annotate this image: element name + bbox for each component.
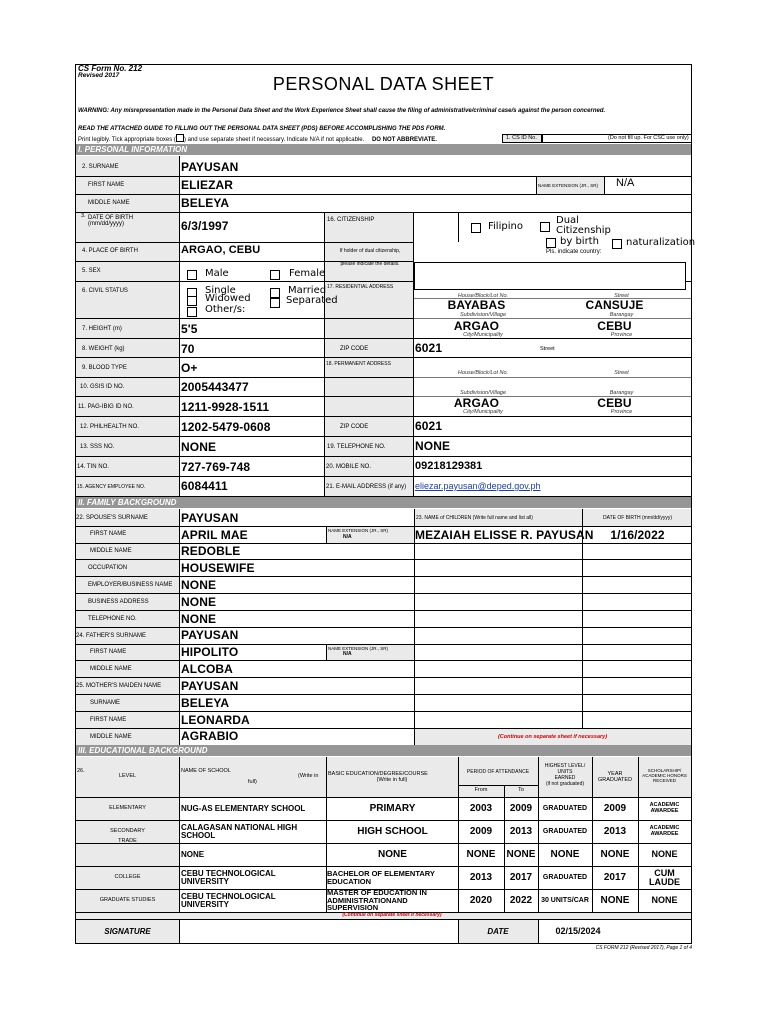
female-label: Female bbox=[289, 268, 326, 279]
edu-num: 26. bbox=[77, 768, 85, 774]
perm-zip-label: ZIP CODE bbox=[340, 424, 369, 430]
edu-year: NONE bbox=[600, 848, 630, 860]
edu-year: 2009 bbox=[603, 802, 627, 814]
res-brgy-label: Barangay bbox=[609, 312, 634, 318]
edu-to: 2017 bbox=[509, 871, 533, 883]
edu-from: NONE bbox=[466, 848, 496, 860]
perm-house-label: House/Block/Lot No. bbox=[457, 370, 509, 376]
print-note-2: ) and use separate sheet if necessary. Indicate N/A if not applicable. bbox=[183, 137, 365, 143]
height-value[interactable]: 5'5 bbox=[181, 322, 198, 336]
edu-to: NONE bbox=[506, 848, 536, 860]
edu-units-cell[interactable] bbox=[538, 843, 592, 866]
edu-to-cell[interactable] bbox=[504, 889, 538, 912]
naturalization-label: naturalization bbox=[626, 237, 696, 248]
middle-name-label: MIDDLE NAME bbox=[88, 200, 130, 206]
citizenship-label: 16. CITIZENSHIP bbox=[327, 217, 375, 223]
edu-units: GRADUATED bbox=[542, 805, 588, 812]
edu-from-cell[interactable] bbox=[458, 820, 504, 843]
tin-value[interactable]: 727-769-748 bbox=[181, 460, 251, 474]
spouse-tel-label: TELEPHONE NO. bbox=[88, 616, 137, 622]
edu-honors-cell[interactable] bbox=[638, 820, 691, 843]
biz-address-value[interactable]: NONE bbox=[181, 595, 217, 609]
section-educational-background: III. EDUCATIONAL BACKGROUND bbox=[76, 745, 691, 756]
first-name-value[interactable]: ELIEZAR bbox=[181, 178, 234, 192]
gsis-label: 10. GSIS ID NO. bbox=[80, 384, 125, 390]
edu-from-cell[interactable] bbox=[458, 797, 504, 820]
units-header-2: UNITS bbox=[557, 769, 573, 775]
single-label: Single bbox=[205, 285, 236, 296]
middle-name-value[interactable]: BELEYA bbox=[181, 196, 230, 210]
units-header-4: (if not graduated) bbox=[545, 781, 585, 787]
edu-units-cell[interactable] bbox=[538, 820, 592, 843]
sss-value[interactable]: NONE bbox=[181, 440, 217, 454]
widowed-label: Widowed bbox=[205, 293, 251, 304]
mother-middle-label: MIDDLE NAME bbox=[90, 734, 132, 740]
civil-status-label: 6. CIVIL STATUS bbox=[82, 288, 128, 294]
edu-honors: ACADEMIC AWARDEE bbox=[649, 802, 680, 814]
edu-from-cell[interactable] bbox=[458, 843, 504, 866]
by-birth-checkbox[interactable] bbox=[546, 238, 556, 248]
edu-course-cell[interactable] bbox=[327, 843, 458, 866]
edu-units-cell[interactable] bbox=[538, 889, 592, 912]
sex-label: 5. SEX bbox=[82, 268, 101, 274]
spouse-surname-label: 22. SPOUSE'S SURNAME bbox=[76, 515, 148, 521]
edu-level-cell bbox=[76, 866, 179, 889]
edu-to: 2022 bbox=[509, 894, 533, 906]
edu-to-cell[interactable] bbox=[504, 797, 538, 820]
married-label: Married bbox=[288, 285, 327, 296]
edu-level: COLLEGE bbox=[114, 873, 141, 880]
edu-from-cell[interactable] bbox=[458, 866, 504, 889]
edu-honors-cell[interactable] bbox=[638, 797, 691, 820]
form-revised: Revised 2017 bbox=[78, 72, 120, 79]
child-dob-value[interactable]: 1/16/2022 bbox=[610, 528, 665, 542]
edu-units: NONE bbox=[550, 848, 580, 860]
edu-school: CEBU TECHNOLOGICAL UNIVERSITY bbox=[181, 868, 276, 886]
perm-city-label: City/Municipality bbox=[463, 409, 503, 415]
pagibig-label: 11. PAG-IBIG ID NO. bbox=[78, 404, 134, 410]
employer-value[interactable]: NONE bbox=[181, 578, 217, 592]
civil-status-options bbox=[180, 283, 338, 317]
edu-school-cell[interactable] bbox=[181, 797, 325, 820]
father-middle-value[interactable]: ALCOBA bbox=[181, 662, 233, 676]
philhealth-value[interactable]: 1202-5479-0608 bbox=[181, 420, 271, 434]
print-note bbox=[78, 134, 437, 143]
spouse-ext-value[interactable]: N/A bbox=[343, 534, 352, 540]
page-title: PERSONAL DATA SHEET bbox=[272, 74, 495, 94]
perm-subd-label: Subdivision/Village bbox=[459, 390, 507, 396]
male-checkbox[interactable] bbox=[187, 270, 197, 280]
mobile-value[interactable]: 09218129381 bbox=[415, 460, 483, 472]
edu-to: 2013 bbox=[509, 825, 533, 837]
section-family-background: II. FAMILY BACKGROUND bbox=[76, 497, 691, 508]
female-checkbox[interactable] bbox=[270, 270, 280, 280]
family-row-divider bbox=[76, 593, 691, 594]
father-ext-label: NAME EXTENSION (JR., SR) bbox=[328, 646, 389, 651]
res-subd-label: Subdivision/Village bbox=[459, 312, 507, 318]
mother-surname-value[interactable]: BELEYA bbox=[181, 696, 230, 710]
family-row-divider bbox=[76, 610, 691, 611]
filipino-label: Filipino bbox=[488, 221, 523, 232]
family-row-divider bbox=[76, 677, 691, 678]
res-house-label: House/Block/Lot No. bbox=[457, 293, 509, 299]
spouse-ext-label: NAME EXTENSION (JR., SR) bbox=[328, 528, 389, 533]
edu-level: ELEMENTARY bbox=[109, 804, 146, 811]
cs-id-note: (Do not fill up. For CSC use only) bbox=[608, 135, 689, 141]
blood-type-value[interactable]: O+ bbox=[181, 361, 198, 375]
edu-honors: NONE bbox=[651, 849, 678, 859]
occupation-label: OCCUPATION bbox=[88, 565, 128, 571]
perm-addr-label: 18. PERMANENT ADDRESS bbox=[326, 361, 391, 367]
dob-label-format: (mm/dd/yyyy) bbox=[88, 221, 124, 227]
res-subdivision-value[interactable]: BAYABAS bbox=[447, 298, 506, 312]
spouse-middle-value[interactable]: REDOBLE bbox=[181, 544, 241, 558]
filipino-checkbox[interactable] bbox=[471, 223, 481, 233]
edu-units: 30 UNITS/CAR bbox=[541, 897, 589, 904]
edu-units-cell[interactable] bbox=[538, 866, 592, 889]
edu-from: 2013 bbox=[469, 871, 493, 883]
section-personal-info: I. PERSONAL INFORMATION bbox=[76, 144, 691, 155]
signature-field[interactable] bbox=[180, 920, 458, 943]
honors-header-3: RECEIVED bbox=[652, 778, 676, 783]
edu-school: NUG-AS ELEMENTARY SCHOOL bbox=[181, 803, 306, 813]
res-zip-value[interactable]: 6021 bbox=[415, 341, 443, 355]
dual-citizenship-label: Dual Citizenship bbox=[556, 215, 611, 236]
mother-middle-value[interactable]: AGRABIO bbox=[181, 729, 239, 743]
pagibig-value[interactable]: 1211-9928-1511 bbox=[181, 400, 270, 414]
warning-text: WARNING: Any misrepresentation made in the Personal Data Sheet and the Work Experience Sheet shall cause the filing of administrative/criminal case/s against the person concerned. bbox=[78, 108, 606, 114]
course-header-1: BASIC EDUCATION/DEGREE/COURSE bbox=[328, 771, 428, 777]
edu-year-cell[interactable] bbox=[592, 843, 638, 866]
mother-maiden-label: 25. MOTHER'S MAIDEN NAME bbox=[76, 683, 162, 689]
family-row-divider bbox=[76, 627, 691, 628]
child-name-value[interactable]: MEZAIAH ELISSE R. PAYUSAN bbox=[415, 528, 594, 542]
edu-units-cell[interactable] bbox=[538, 797, 592, 820]
father-first-label: FIRST NAME bbox=[90, 649, 127, 655]
male-label: Male bbox=[205, 268, 229, 279]
pob-value[interactable]: ARGAO, CEBU bbox=[181, 244, 261, 256]
family-row-divider bbox=[76, 694, 691, 695]
by-birth-label: by birth bbox=[560, 236, 599, 247]
pob-label: 4. PLACE OF BIRTH bbox=[82, 248, 138, 254]
edu-school-cell[interactable] bbox=[181, 866, 325, 889]
edu-to-cell[interactable] bbox=[504, 866, 538, 889]
family-row-divider bbox=[76, 644, 691, 645]
units-header-3: EARNED bbox=[554, 775, 576, 781]
employer-label: EMPLOYER/BUSINESS NAME bbox=[88, 582, 173, 588]
edu-continue-note: (Continue on separate sheet if necessary) bbox=[342, 912, 442, 918]
mother-surname-label: SURNAME bbox=[90, 700, 121, 706]
others-label: Other/s: bbox=[205, 304, 246, 315]
from-header: From bbox=[474, 787, 488, 793]
family-row-divider bbox=[76, 728, 691, 729]
widowed-checkbox[interactable] bbox=[187, 296, 197, 306]
first-name-label: FIRST NAME bbox=[88, 182, 125, 188]
dob-label: DATE OF BIRTH bbox=[88, 215, 134, 221]
telephone-value[interactable]: NONE bbox=[415, 439, 451, 453]
spouse-tel-value[interactable]: NONE bbox=[181, 612, 217, 626]
edu-from: 2009 bbox=[469, 825, 493, 837]
edu-to: 2009 bbox=[509, 802, 533, 814]
edu-to-cell[interactable] bbox=[504, 843, 538, 866]
family-row-divider bbox=[76, 576, 691, 577]
dual-note-2: please indicate the details. bbox=[340, 261, 400, 267]
edu-course: MASTER OF EDUCATION IN ADMINISTRATIONAND SUPERVISION bbox=[327, 888, 427, 913]
agency-no-value[interactable]: 6084411 bbox=[181, 479, 228, 493]
level-header: LEVEL bbox=[118, 773, 137, 779]
email-value[interactable]: eliezar.payusan@deped.gov.ph bbox=[415, 481, 541, 491]
family-row-divider bbox=[76, 543, 691, 544]
edu-school-cell[interactable] bbox=[181, 820, 325, 843]
edu-to-cell[interactable] bbox=[504, 820, 538, 843]
year-header-2: GRADUATED bbox=[597, 777, 633, 783]
tick-box-sample bbox=[176, 134, 184, 142]
res-city-value[interactable]: ARGAO bbox=[453, 319, 500, 333]
edu-units: GRADUATED bbox=[542, 874, 588, 881]
perm-brgy-label: Barangay bbox=[609, 390, 634, 396]
edu-year: 2013 bbox=[603, 825, 627, 837]
father-first-value[interactable]: HIPOLITO bbox=[181, 645, 239, 659]
married-checkbox[interactable] bbox=[270, 288, 280, 298]
name-ext-value[interactable]: N/A bbox=[616, 177, 635, 189]
res-barangay-value[interactable]: CANSUJE bbox=[585, 298, 644, 312]
res-addr-label: 17. RESIDENTIAL ADDRESS bbox=[327, 284, 394, 290]
mother-first-label: FIRST NAME bbox=[90, 717, 127, 723]
telephone-label: 19. TELEPHONE NO. bbox=[327, 444, 386, 450]
honors-header bbox=[638, 768, 691, 783]
spouse-first-value[interactable]: APRIL MAE bbox=[181, 528, 248, 542]
edu-school: CEBU TECHNOLOGICAL UNIVERSITY bbox=[181, 891, 276, 909]
agency-no-label: 15. AGENCY EMPLOYEE NO. bbox=[77, 484, 146, 490]
res-province-value[interactable]: CEBU bbox=[597, 319, 632, 333]
dual-country-field[interactable] bbox=[414, 262, 686, 290]
edu-year-cell[interactable] bbox=[592, 820, 638, 843]
edu-school-cell[interactable] bbox=[181, 843, 325, 866]
family-continue-note: (Continue on separate sheet if necessary) bbox=[497, 734, 608, 740]
mother-first-value[interactable]: LEONARDA bbox=[181, 713, 250, 727]
read-guide-text: READ THE ATTACHED GUIDE TO FILLING OUT THE PERSONAL DATA SHEET (PDS) BEFORE ACCOMPLISHING THE PDS FORM. bbox=[78, 126, 446, 132]
family-row-divider bbox=[76, 660, 691, 661]
family-row-divider bbox=[76, 711, 691, 712]
dob-value[interactable]: 6/3/1997 bbox=[181, 219, 229, 233]
edu-honors-cell[interactable] bbox=[638, 889, 691, 912]
edu-level: SECONDARY bbox=[110, 827, 145, 834]
year-header-1: YEAR bbox=[607, 771, 623, 777]
perm-city-value[interactable]: ARGAO bbox=[453, 396, 500, 410]
units-header bbox=[538, 763, 592, 787]
spouse-first-label: FIRST NAME bbox=[90, 531, 127, 537]
edu-year-cell[interactable] bbox=[592, 866, 638, 889]
perm-province-value[interactable]: CEBU bbox=[597, 396, 632, 410]
dob-label-num: 3. bbox=[81, 213, 86, 219]
edu-from: 2003 bbox=[469, 802, 493, 814]
personal-mid-label-column bbox=[324, 212, 413, 497]
edu-course-cell[interactable] bbox=[327, 820, 458, 843]
mobile-label: 20. MOBILE NO. bbox=[326, 464, 372, 470]
date-value[interactable]: 02/15/2024 bbox=[555, 926, 601, 936]
edu-level-cell bbox=[76, 797, 179, 820]
dual-note-1: If holder of dual citizenship, bbox=[339, 248, 401, 254]
edu-level-cell bbox=[76, 889, 179, 912]
edu-from: 2020 bbox=[469, 894, 493, 906]
school-header-2: (Write in bbox=[298, 773, 319, 779]
name-ext-label: NAME EXTENSION (JR., SR) bbox=[538, 183, 599, 188]
edu-school: CALAGASAN NATIONAL HIGH SCHOOL bbox=[181, 822, 298, 840]
edu-units: GRADUATED bbox=[542, 828, 588, 835]
edu-year: NONE bbox=[600, 894, 630, 906]
father-surname-label: 24. FATHER'S SURNAME bbox=[76, 633, 147, 639]
edu-year-cell[interactable] bbox=[592, 889, 638, 912]
course-header-2: (Write in full) bbox=[376, 777, 408, 783]
children-header: 23. NAME of CHILDREN (Write full name and list all) bbox=[416, 515, 533, 521]
pls-indicate-country: Pls. indicate country: bbox=[546, 249, 602, 255]
perm-zip-value[interactable]: 6021 bbox=[415, 419, 443, 433]
edu-course: PRIMARY bbox=[369, 802, 416, 814]
separated-label: Separated bbox=[286, 295, 338, 306]
family-row-divider bbox=[76, 559, 691, 560]
edu-course: HIGH SCHOOL bbox=[357, 825, 428, 837]
edu-honors-cell[interactable] bbox=[638, 843, 691, 866]
no-abbreviate: DO NOT ABBREVIATE. bbox=[371, 137, 437, 143]
school-header-1: NAME OF SCHOOL bbox=[181, 768, 231, 774]
res-prov-label: Province bbox=[610, 332, 633, 338]
street-word: Street bbox=[540, 346, 555, 352]
surname-value[interactable]: PAYUSAN bbox=[181, 160, 239, 174]
print-note-1: Print legibly. Tick appropriate boxes ( bbox=[78, 137, 176, 143]
honors-header-2: ACADEMIC HONORS bbox=[642, 773, 687, 778]
father-surname-value[interactable]: PAYUSAN bbox=[181, 628, 239, 642]
edu-honors: NONE bbox=[651, 895, 678, 905]
edu-course-cell[interactable] bbox=[327, 889, 458, 912]
blood-type-label: 9. BLOOD TYPE bbox=[82, 365, 127, 371]
edu-honors-cell[interactable] bbox=[638, 866, 691, 889]
signature-label: SIGNATURE bbox=[104, 927, 151, 936]
family-row-divider bbox=[76, 526, 691, 527]
to-header: To bbox=[518, 787, 524, 793]
edu-from-cell[interactable] bbox=[458, 889, 504, 912]
edu-honors: ACADEMIC AWARDEE bbox=[649, 825, 680, 837]
father-middle-label: MIDDLE NAME bbox=[90, 666, 132, 672]
year-header bbox=[592, 771, 638, 783]
email-label: 21. E-MAIL ADDRESS (if any) bbox=[326, 484, 407, 490]
mother-maiden-value[interactable]: PAYUSAN bbox=[181, 679, 239, 693]
edu-school-cell[interactable] bbox=[181, 889, 325, 912]
spouse-surname-value[interactable]: PAYUSAN bbox=[181, 511, 239, 525]
weight-value[interactable]: 70 bbox=[181, 342, 195, 356]
edu-level: TRADE bbox=[118, 838, 137, 844]
res-zip-label: ZIP CODE bbox=[340, 346, 369, 352]
edu-level: GRADUATE STUDIES bbox=[99, 896, 156, 903]
date-label: DATE bbox=[487, 927, 509, 936]
dual-citizenship-checkbox[interactable] bbox=[540, 222, 550, 232]
perm-street-label: Street bbox=[614, 370, 629, 376]
edu-year-cell[interactable] bbox=[592, 797, 638, 820]
edu-level-cell bbox=[76, 838, 179, 866]
period-header: PERIOD OF ATTENDANCE bbox=[466, 769, 530, 775]
philhealth-label: 12. PHILHEALTH NO. bbox=[80, 424, 139, 430]
gsis-value[interactable]: 2005443477 bbox=[181, 380, 249, 394]
res-street-label: Street bbox=[614, 293, 629, 299]
tin-label: 14. TIN NO. bbox=[77, 464, 109, 470]
edu-year: 2017 bbox=[603, 871, 627, 883]
edu-course: BACHELOR OF ELEMENTARY EDUCATION bbox=[327, 869, 435, 886]
edu-course: NONE bbox=[378, 848, 407, 860]
sss-label: 13. SSS NO. bbox=[80, 444, 115, 450]
height-label: 7. HEIGHT (m) bbox=[82, 326, 122, 332]
edu-school: NONE bbox=[181, 849, 205, 859]
form-number: CS Form No. 212 bbox=[78, 64, 143, 73]
others-checkbox[interactable] bbox=[187, 307, 197, 317]
page-footer-note: CS FORM 212 (Revised 2017), Page 1 of 4 bbox=[595, 945, 692, 951]
weight-label: 8. WEIGHT (kg) bbox=[82, 346, 125, 352]
honors-header-1: SCHOLARSHIP/ bbox=[647, 768, 682, 773]
spouse-middle-label: MIDDLE NAME bbox=[90, 548, 132, 554]
units-header-1: HIGHEST LEVEL/ bbox=[544, 763, 586, 769]
school-header-3: full) bbox=[248, 779, 257, 785]
naturalization-checkbox[interactable] bbox=[612, 239, 622, 249]
perm-prov-label: Province bbox=[610, 409, 633, 415]
edu-honors: CUM LAUDE bbox=[649, 867, 680, 887]
separated-checkbox[interactable] bbox=[270, 298, 280, 308]
cs-id-label: 1. CS ID No. bbox=[506, 135, 537, 141]
edu-course-cell[interactable] bbox=[327, 797, 458, 820]
edu-course-cell[interactable] bbox=[327, 866, 458, 889]
biz-address-label: BUSINESS ADDRESS bbox=[88, 599, 149, 605]
child-dob-header: DATE OF BIRTH (mm/dd/yyyy) bbox=[603, 515, 672, 521]
occupation-value[interactable]: HOUSEWIFE bbox=[181, 561, 255, 575]
res-city-label: City/Municipality bbox=[463, 332, 503, 338]
father-ext-value[interactable]: N/A bbox=[343, 651, 352, 657]
surname-label: 2. SURNAME bbox=[82, 164, 119, 170]
